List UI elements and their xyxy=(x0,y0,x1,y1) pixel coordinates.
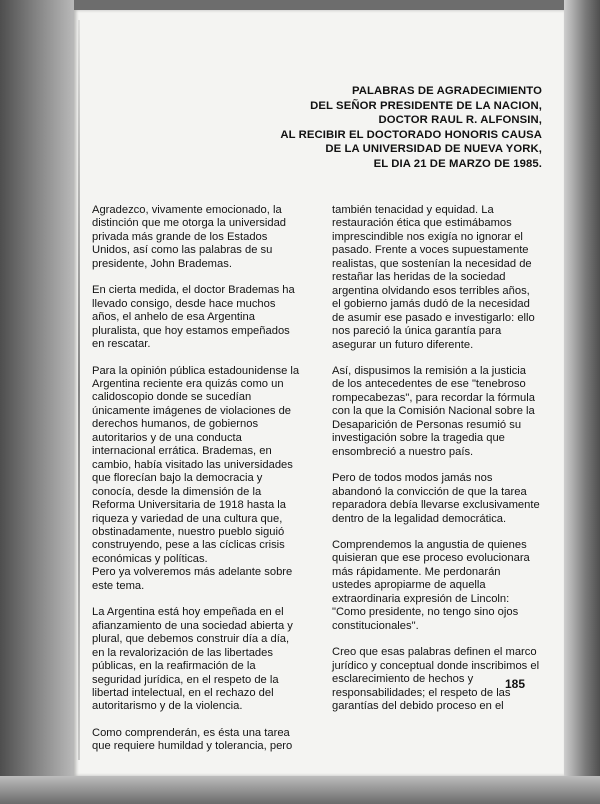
scan-edge-left xyxy=(0,0,74,804)
heading-line: EL DIA 21 DE MARZO DE 1985. xyxy=(373,157,542,170)
heading-line: PALABRAS DE AGRADECIMIENTO xyxy=(351,85,542,97)
paragraph: Para la opinión pública estadounidense la Argentina reciente era quizás como un calidoscopio donde se sucedían únicamente imágenes de violaciones de derechos humanos, de gobiernos autoritarios y de una conducta internacional errática. Brademas, en cambio, había visitado las universidades que florecían bajo la democracia y conocía, desde la dimensión de la Reforma Universitaria de 1918 hasta la riqueza y variedad de una cultura que, obstinadamente, nuestro pueblo siguió construyendo, pese a las cíclicas crisis económicas y políticas. xyxy=(92,364,300,565)
paragraph: Creo que esas palabras definen el marco jurídico y conceptual donde inscribimos el esclarecimiento de hechos y responsabilidades; el respeto de las garantías del debido proceso en el xyxy=(332,646,540,712)
right-column xyxy=(332,204,540,726)
heading-line: AL RECIBIR EL DOCTORADO HONORIS CAUSA xyxy=(280,128,542,141)
paragraph: En cierta medida, el doctor Brademas ha llevado consigo, desde hace muchos años, el anhelo de esa Argentina pluralista, que hoy estamos empeñados en rescatar. xyxy=(92,284,295,351)
paragraph: Pero de todos modos jamás nos abandonó la convicción de que la tarea reparadora debía llevarse exclusivamente dentro de la legalidad democrática. xyxy=(332,472,540,525)
paragraph: Como comprenderán, es ésta una tarea que requiere humildad y tolerancia, pero xyxy=(92,726,293,753)
paragraph: Agradezco, vivamente emocionado, la distinción que me otorga la universidad privada más grande de los Estados Unidos, así como las palabras de su presidente, John Brademas. xyxy=(92,204,287,270)
page-number: 185 xyxy=(505,677,526,691)
paragraph: Pero ya volveremos más adelante sobre este tema. xyxy=(92,566,293,592)
paragraph: Comprendemos la angustia de quienes quisieran que ese proceso evolucionara más rápidamente. Me perdonarán ustedes apropiarme de aquella extraordinaria expresión de Lincoln: "Como presidente, no tengo sino ojos constitucionales". xyxy=(332,538,530,632)
heading-line: DEL SEÑOR PRESIDENTE DE LA NACION, xyxy=(310,99,542,112)
document-heading xyxy=(222,84,542,172)
binding-shadow xyxy=(78,20,80,760)
heading-line: DE LA UNIVERSIDAD DE NUEVA YORK, xyxy=(325,143,542,156)
left-column xyxy=(92,204,300,767)
scan-edge-right xyxy=(564,0,600,804)
paragraph: Así, dispusimos la remisión a la justicia de los antecedentes de ese "tenebroso rompecabezas", para recordar la fórmula con la que la Comisión Nacional sobre la Desaparición de Personas resumió su investigación sobre la tragedia que ensombreció a nuestro país. xyxy=(332,364,535,458)
paragraph: La Argentina está hoy empeñada en el afianzamiento de una sociedad abierta y plural, que debemos construir día a día, en la revalorización de las libertades públicas, en la reafirmación de la seguridad jurídica, en el respeto de la libertad intelectual, en el rechazo del autoritarismo y de la violencia. xyxy=(92,606,293,713)
scan-edge-bottom xyxy=(0,776,600,804)
heading-line: DOCTOR RAUL R. ALFONSIN, xyxy=(378,114,542,127)
paragraph: también tenacidad y equidad. La restauración ética que estimábamos imprescindible nos exigía no ignorar el pasado. Frente a voces supuestamente realistas, que sostenían la necesidad de restañar las heridas de la sociedad argentina olvidando esos terribles años, el gobierno jamás dudó de la necesidad de asumir ese pasado e investigarlo: ello nos pareció la única garantía para asegurar un futuro diferente. xyxy=(332,204,535,351)
